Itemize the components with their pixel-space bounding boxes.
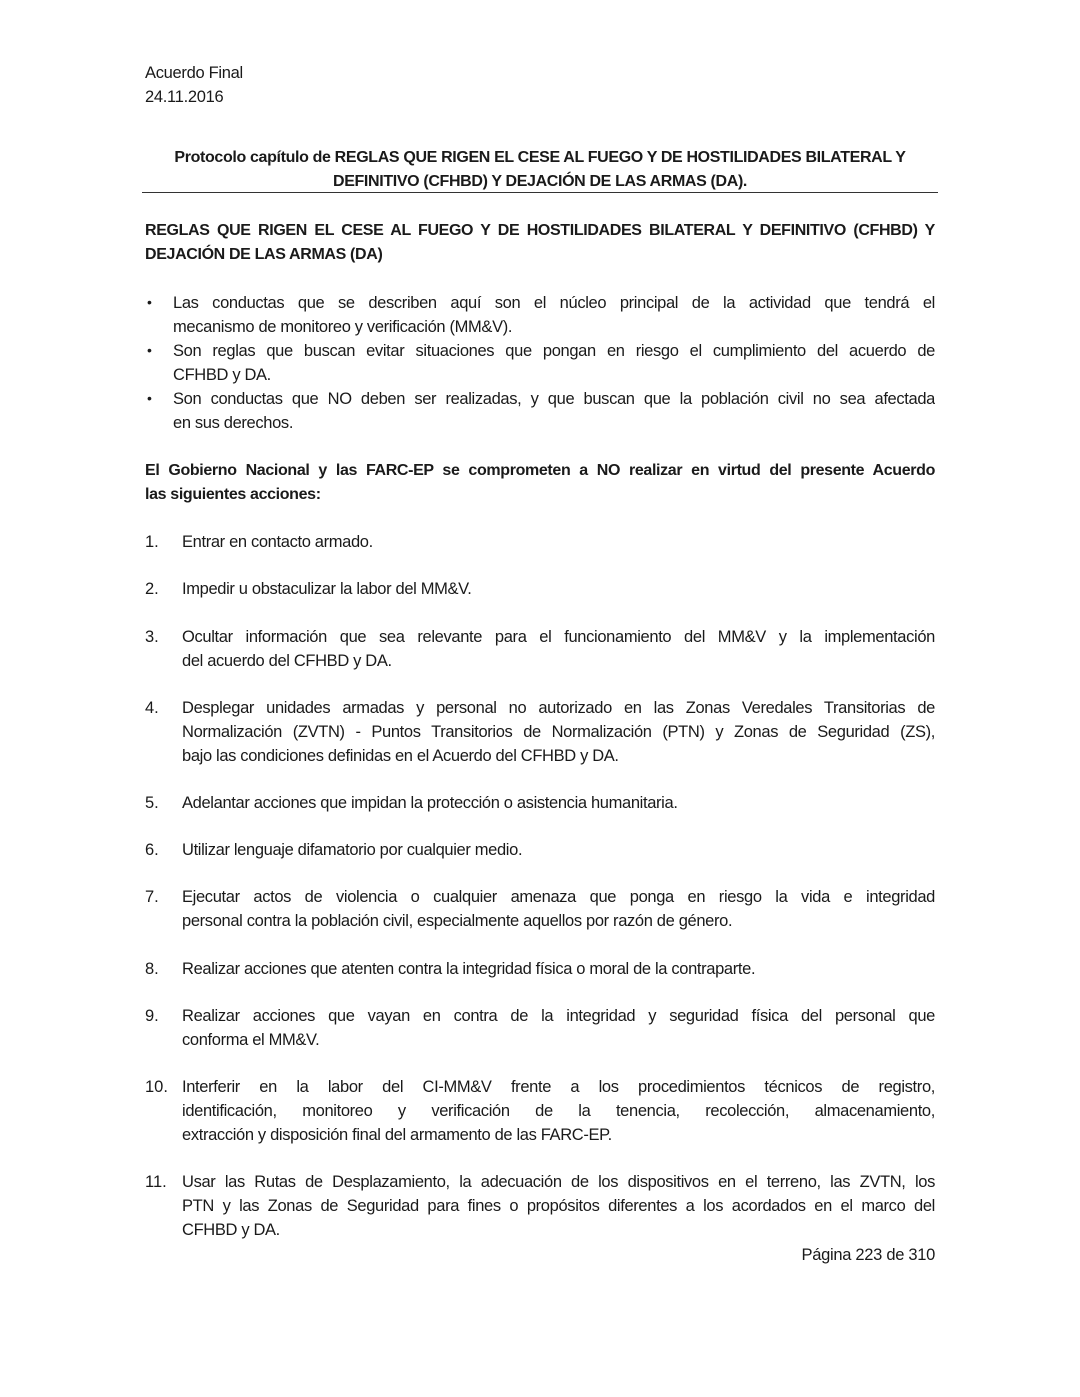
bullet-1-line-1: Las conductas que se describen aquí son el núcleo principal de la actividad que tendrá el [173, 294, 935, 312]
bullet-icon: • [147, 294, 152, 310]
action-11-line-3: CFHBD y DA. [182, 1221, 280, 1239]
action-number: 2. [145, 580, 159, 598]
action-10-line-1: Interferir en la labor del CI-MM&V frente a los procedimientos técnicos de registro, [182, 1078, 935, 1096]
bullet-3-line-1: Son conductas que NO deben ser realizadas, y que buscan que la población civil no sea afectada [173, 390, 935, 408]
action-8-line-1: Realizar acciones que atenten contra la integridad física o moral de la contraparte. [182, 960, 756, 978]
action-5-line-1: Adelantar acciones que impidan la protección o asistencia humanitaria. [182, 794, 678, 812]
action-4-line-2: Normalización (ZVTN) - Puntos Transitorios de Normalización (PTN) y Zonas de Seguridad (ZS), [182, 723, 935, 741]
action-11-line-1: Usar las Rutas de Desplazamiento, la adecuación de los dispositivos en el terreno, las ZVTN, los [182, 1173, 935, 1191]
protocol-title-line-1: Protocolo capítulo de REGLAS QUE RIGEN EL CESE AL FUEGO Y DE HOSTILIDADES BILATERAL Y [174, 149, 906, 166]
section-heading-line-2: DEJACIÓN DE LAS ARMAS (DA) [145, 246, 383, 263]
action-number: 5. [145, 794, 159, 812]
bullet-3-line-2: en sus derechos. [173, 414, 294, 432]
protocol-title-line-2: DEFINITIVO (CFHBD) Y DEJACIÓN DE LAS ARMAS (DA). [332, 173, 748, 190]
bullet-icon: • [147, 342, 152, 358]
document-date: 24.11.2016 [145, 88, 224, 106]
action-7-line-2: personal contra la población civil, especialmente aquellos por razón de género. [182, 912, 733, 930]
bullet-2-line-2: CFHBD y DA. [173, 366, 271, 384]
action-number: 4. [145, 699, 159, 717]
commitment-line-2: las siguientes acciones: [145, 486, 321, 503]
action-number: 7. [145, 888, 159, 906]
document-title: Acuerdo Final [145, 64, 243, 82]
action-3-line-1: Ocultar información que sea relevante para el funcionamiento del MM&V y la implementación [182, 628, 935, 646]
action-9-line-2: conforma el MM&V. [182, 1031, 320, 1049]
action-10-line-2: identificación, monitoreo y verificación de la tenencia, recolección, almacenamiento, [182, 1102, 935, 1120]
page-number: Página 223 de 310 [801, 1246, 935, 1264]
action-9-line-1: Realizar acciones que vayan en contra de la integridad y seguridad física del personal que [182, 1007, 935, 1025]
action-4-line-3: bajo las condiciones definidas en el Acuerdo del CFHBD y DA. [182, 747, 619, 765]
action-4-line-1: Desplegar unidades armadas y personal no autorizado en las Zonas Veredales Transitorias de [182, 699, 935, 717]
action-number: 11. [145, 1173, 167, 1191]
action-3-line-2: del acuerdo del CFHBD y DA. [182, 652, 392, 670]
action-number: 10. [145, 1078, 168, 1096]
action-10-line-3: extracción y disposición final del armamento de las FARC-EP. [182, 1126, 612, 1144]
action-number: 8. [145, 960, 159, 978]
action-number: 3. [145, 628, 159, 646]
action-1-line-1: Entrar en contacto armado. [182, 533, 373, 551]
commitment-line-1: El Gobierno Nacional y las FARC-EP se comprometen a NO realizar en virtud del presente Acuerdo [145, 462, 935, 479]
action-6-line-1: Utilizar lenguaje difamatorio por cualquier medio. [182, 841, 523, 859]
action-number: 6. [145, 841, 159, 859]
action-7-line-1: Ejecutar actos de violencia o cualquier amenaza que ponga en riesgo la vida e integridad [182, 888, 935, 906]
action-number: 9. [145, 1007, 159, 1025]
bullet-1-line-2: mecanismo de monitoreo y verificación (MM&V). [173, 318, 513, 336]
bullet-2-line-1: Son reglas que buscan evitar situaciones que pongan en riesgo el cumplimiento del acuerdo de [173, 342, 935, 360]
action-2-line-1: Impedir u obstaculizar la labor del MM&V. [182, 580, 472, 598]
bullet-icon: • [147, 390, 152, 406]
action-11-line-2: PTN y las Zonas de Seguridad para fines o propósitos diferentes a los acordados en el marco del [182, 1197, 935, 1215]
section-heading-line-1: REGLAS QUE RIGEN EL CESE AL FUEGO Y DE HOSTILIDADES BILATERAL Y DEFINITIVO (CFHBD) Y [145, 222, 935, 239]
action-number: 1. [145, 533, 159, 551]
title-divider [142, 192, 938, 193]
